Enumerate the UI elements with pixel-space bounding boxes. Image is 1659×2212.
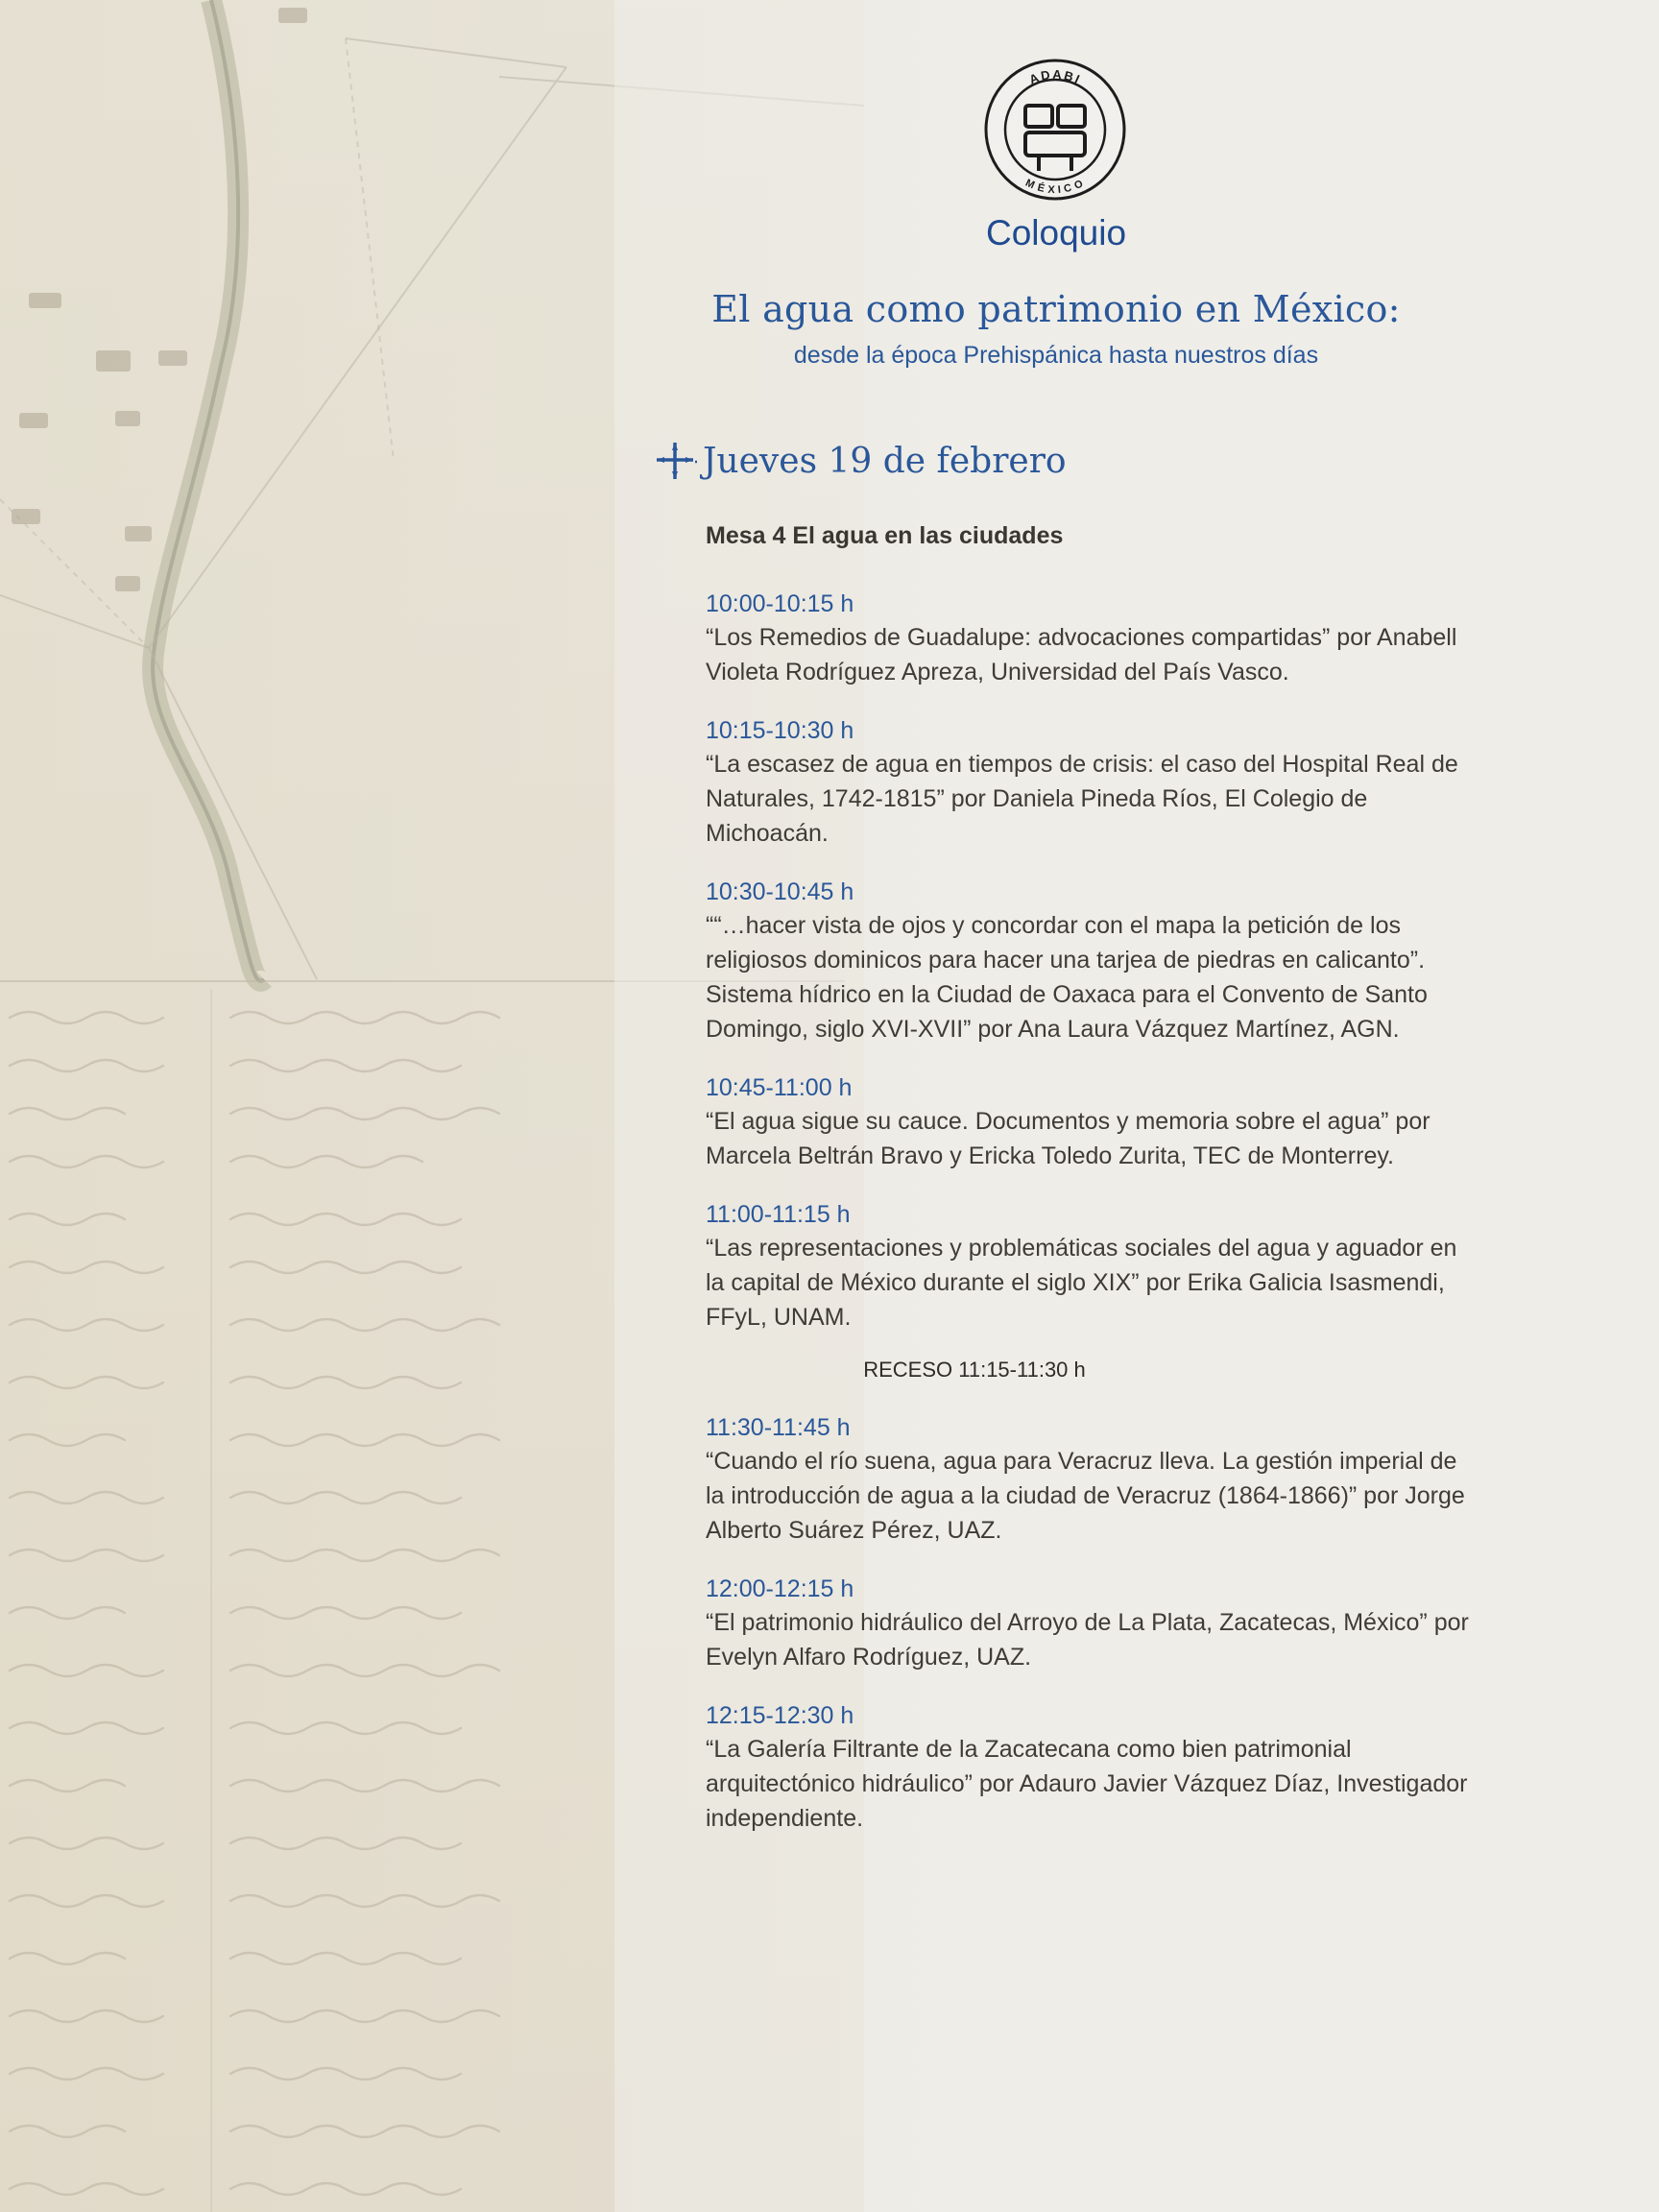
talk-time: 12:00-12:15 h: [706, 1575, 854, 1602]
program-item: [706, 876, 1474, 1046]
talk-description: “Los Remedios de Guadalupe: advocaciones compartidas” por Anabell Violeta Rodríguez Apreza, Universidad del País Vasco.: [706, 624, 1457, 685]
talk-time: 10:30-10:45 h: [706, 878, 854, 905]
talk-description: “Las representaciones y problemáticas sociales del agua y aguador en la capital de México durante el siglo XIX” por Erika Galicia Isasmendi, FFyL, UNAM.: [706, 1235, 1457, 1331]
adabi-mexico-logo: [983, 58, 1127, 202]
talk-description: “El patrimonio hidráulico del Arroyo de La Plata, Zacatecas, México” por Evelyn Alfaro Rodríguez, UAZ.: [706, 1609, 1469, 1671]
event-subtitle: desde la época Prehispánica hasta nuestros días: [793, 342, 1319, 369]
talk-description: “El agua sigue su cauce. Documentos y memoria sobre el agua” por Marcela Beltrán Bravo y Ericka Toledo Zurita, TEC de Monterrey.: [706, 1108, 1431, 1169]
talk-time: 12:15-12:30 h: [706, 1702, 854, 1729]
talk-description: “La escasez de agua en tiempos de crisis: el caso del Hospital Real de Naturales, 1742-1815” por Daniela Pineda Ríos, El Colegio de Michoacán.: [706, 751, 1458, 847]
talk-time: 10:45-11:00 h: [706, 1074, 853, 1101]
program-list: [706, 588, 1474, 1861]
program-item: [706, 1198, 1474, 1334]
logo-bottom-text: MÉXICO: [1023, 177, 1087, 197]
program-item: [706, 1699, 1474, 1836]
talk-description: “La Galería Filtrante de la Zacatecana como bien patrimonial arquitectónico hidráulico” por Adauro Javier Vázquez Díaz, Investigador independiente.: [706, 1736, 1468, 1832]
event-date: Jueves 19 de febrero: [703, 441, 1067, 481]
session-title: Mesa 4 El agua en las ciudades: [706, 522, 1064, 549]
program-item: [706, 1411, 1474, 1548]
break-label: RECESO 11:15-11:30 h: [863, 1358, 1086, 1382]
talk-time: 11:00-11:15 h: [706, 1201, 851, 1228]
day-heading: [653, 437, 1067, 485]
talk-time: 10:00-10:15 h: [706, 590, 854, 617]
event-title: El agua como patrimonio en México:: [711, 288, 1401, 330]
program-item: [706, 1071, 1474, 1173]
program-item: [706, 1573, 1474, 1674]
logo-top-text: ADABI: [1026, 66, 1084, 87]
talk-time: 10:15-10:30 h: [706, 717, 854, 744]
talk-time: 11:30-11:45 h: [706, 1414, 851, 1441]
program-item: [706, 588, 1474, 689]
program-item: [706, 714, 1474, 851]
talk-description: “Cuando el río suena, agua para Veracruz lleva. La gestión imperial de la introducción de agua a la ciudad de Veracruz (1864-1866)” por Jorge Alberto Suárez Pérez, UAZ.: [706, 1448, 1465, 1544]
talk-description: ““…hacer vista de ojos y concordar con el mapa la petición de los religiosos dominicos para hacer una tarjea de piedras en calicanto”. Sistema hídrico en la Ciudad de Oaxaca para el Convento de Santo Domingo, siglo XVI-XVII” por Ana Laura Vázquez Martínez, AGN.: [706, 912, 1428, 1043]
event-type: Coloquio: [985, 213, 1127, 252]
cross-icon: [653, 439, 697, 483]
